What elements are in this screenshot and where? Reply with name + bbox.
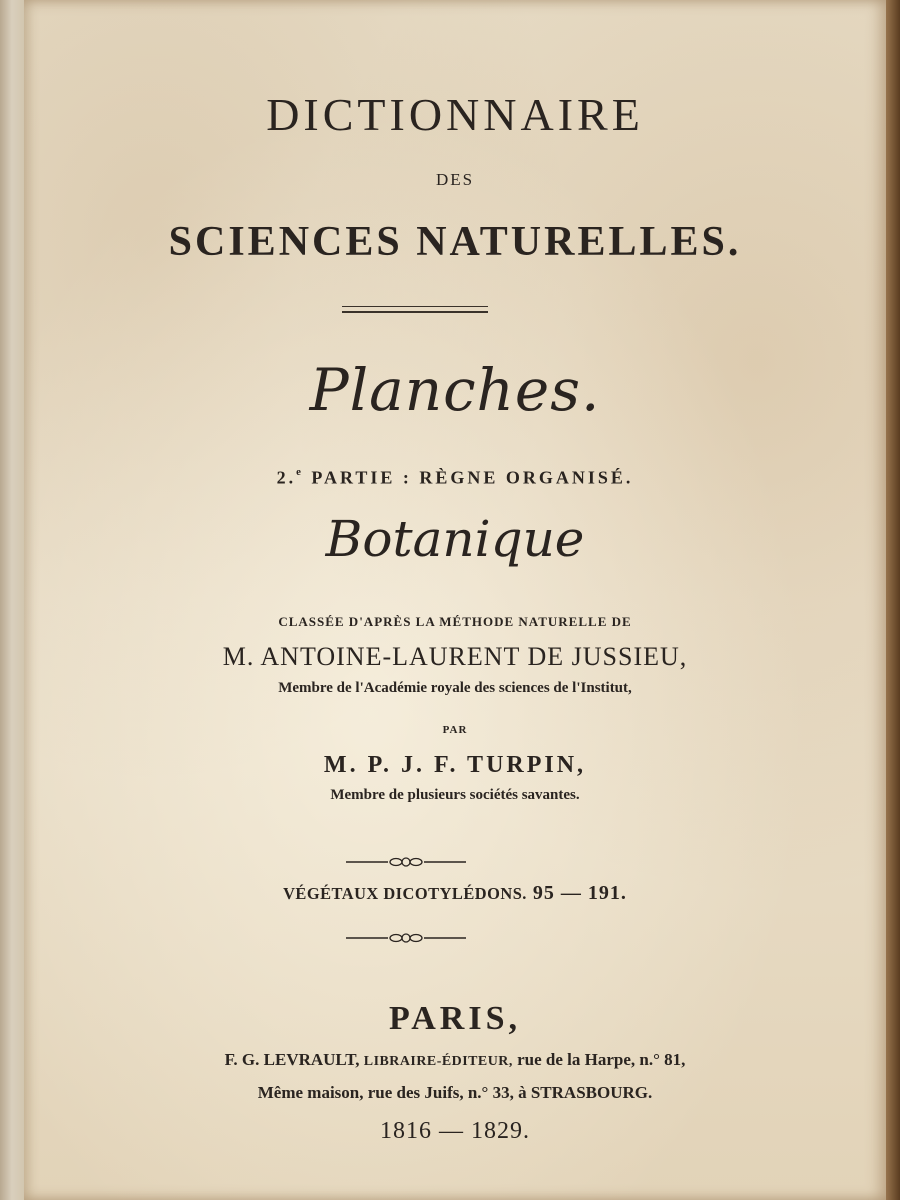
illustrator-affiliation: Membre de plusieurs sociétés savantes. xyxy=(330,787,580,803)
volume-label: VÉGÉTAUX DICOTYLÉDONS. xyxy=(283,884,527,903)
partie-line xyxy=(24,466,886,489)
double-rule-divider xyxy=(342,306,488,313)
page-title: DICTIONNAIRE xyxy=(266,89,644,140)
botanique-heading: Botanique xyxy=(325,510,585,568)
author-affiliation: Membre de l'Académie royale des sciences de l'Institut, xyxy=(278,680,632,696)
ornament-divider-icon xyxy=(344,856,468,868)
title-page xyxy=(24,0,886,1200)
partie-number: 2. xyxy=(276,467,297,488)
illustrator-name: M. P. J. F. TURPIN, xyxy=(323,752,587,778)
publisher-line xyxy=(24,1050,886,1070)
publisher-name: F. G. LEVRAULT, xyxy=(224,1050,360,1069)
partie-text: PARTIE : RÈGNE ORGANISÉ. xyxy=(311,467,634,488)
planches-heading: Planches. xyxy=(309,356,601,424)
publication-years: 1816 — 1829. xyxy=(380,1118,530,1144)
volume-range xyxy=(24,882,886,905)
method-line: CLASSÉE D'APRÈS LA MÉTHODE NATURELLE DE xyxy=(278,614,632,629)
publisher-role: LIBRAIRE-ÉDITEUR, xyxy=(363,1054,513,1069)
author-name: M. ANTOINE-LAURENT DE JUSSIEU, xyxy=(222,642,688,671)
volume-plates: 95 — 191. xyxy=(532,882,627,904)
publisher-address: rue de la Harpe, n.° 81, xyxy=(517,1050,686,1069)
page-subtitle: SCIENCES NATURELLES. xyxy=(168,219,742,265)
imprint-city: PARIS, xyxy=(389,1000,521,1037)
title-connector: DES xyxy=(435,170,475,189)
partie-superscript: e xyxy=(296,466,304,478)
ornament-divider-icon xyxy=(344,932,468,944)
par-connector: PAR xyxy=(442,724,468,736)
branch-address: Même maison, rue des Juifs, n.° 33, à STRASBOURG. xyxy=(257,1083,653,1102)
